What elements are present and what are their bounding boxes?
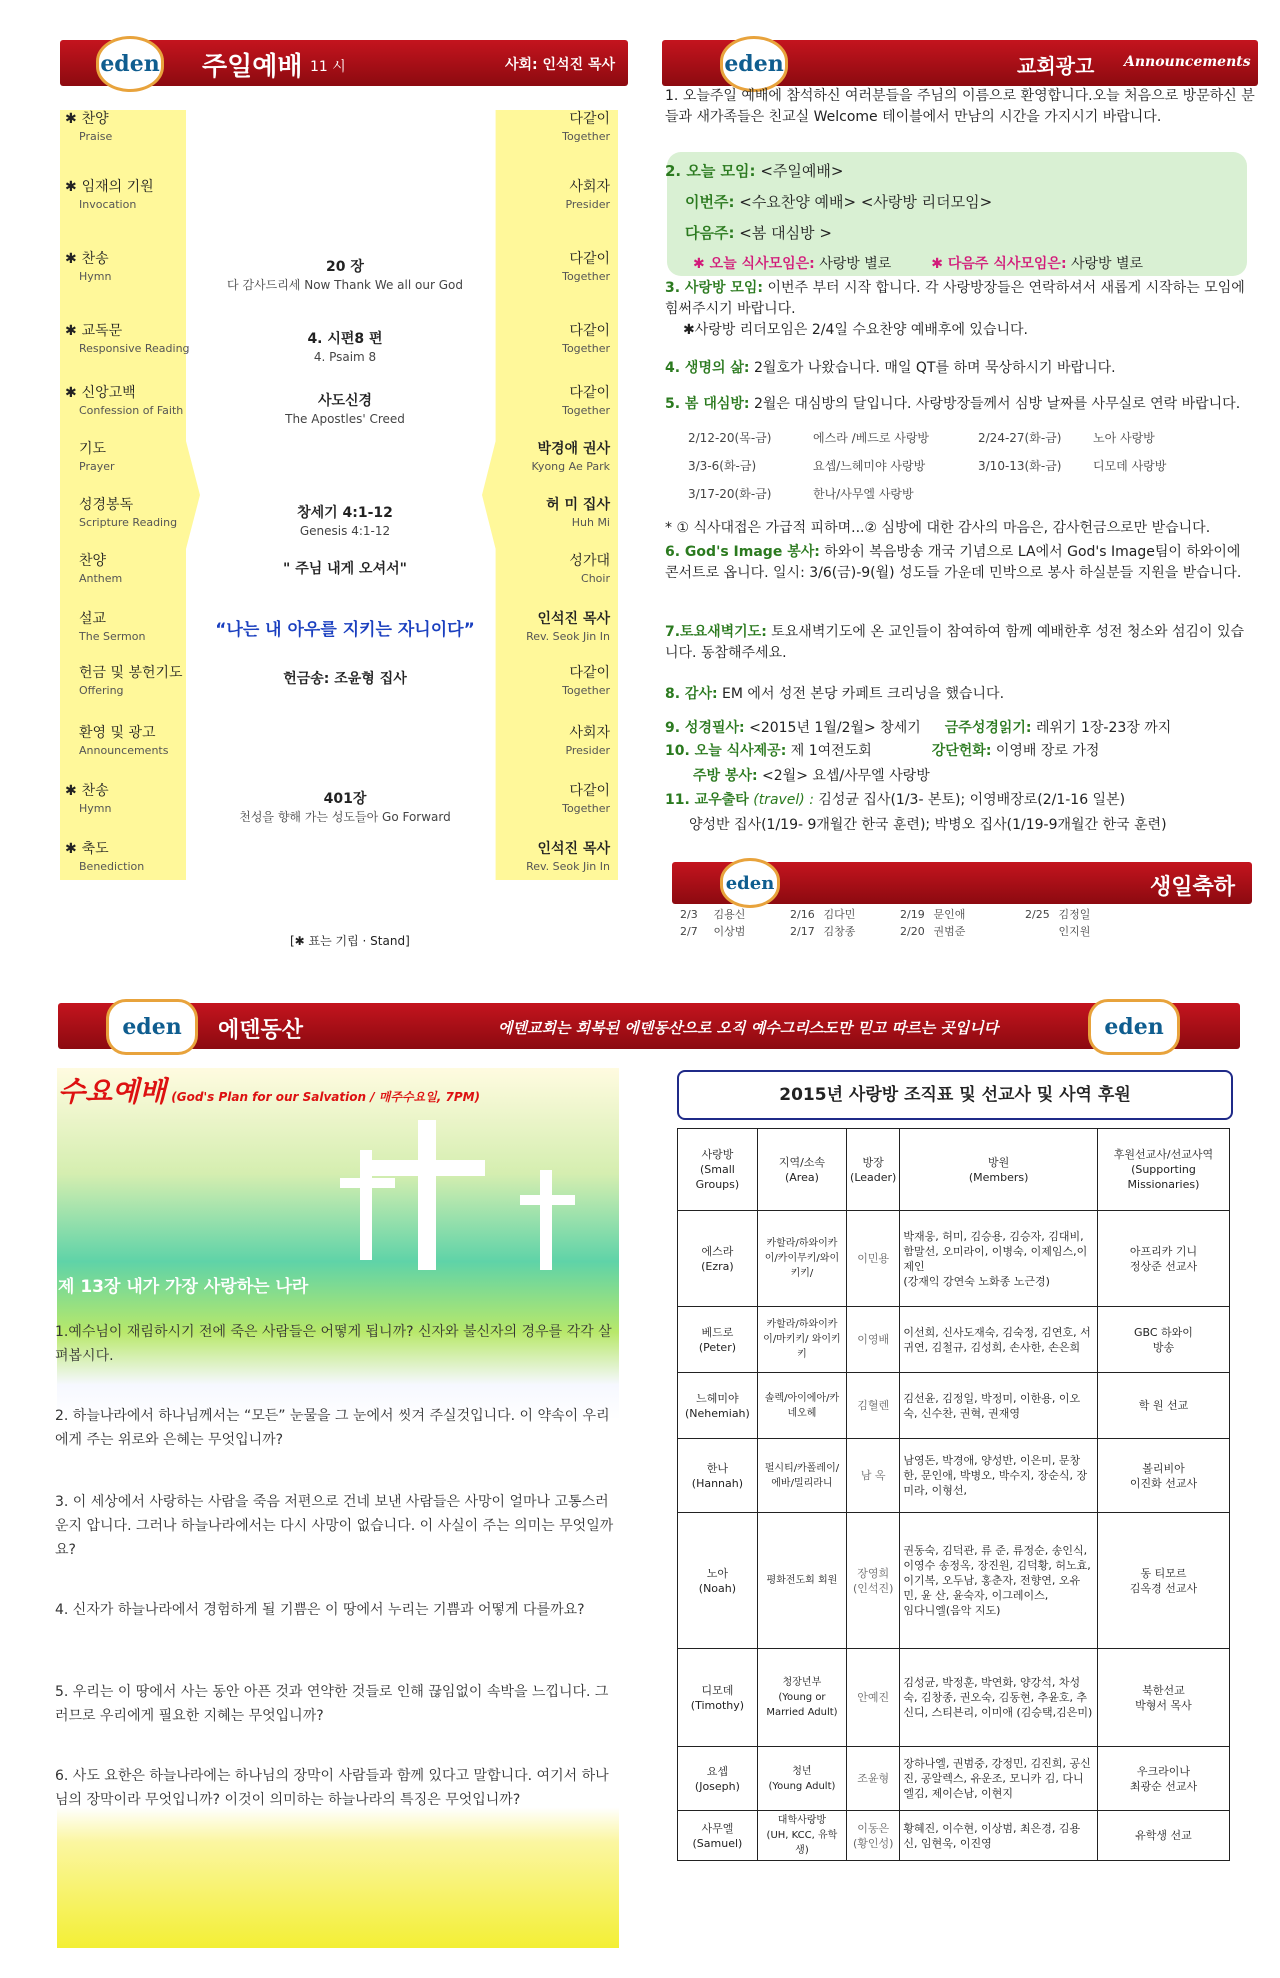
visit-cell: 노아 사랑방 (1093, 431, 1155, 445)
table-row (678, 1307, 1230, 1373)
birthday-entry (680, 906, 745, 923)
birthday-name: 권범준 (933, 925, 966, 938)
table-cell: 황혜진, 이수현, 이상범, 최은경, 김용신, 임현욱, 이진영 (900, 1811, 1098, 1861)
eden-slogan: 에덴교회는 회복된 에덴동산으로 오직 예수그리스도만 믿고 따르는 곳입니다 (498, 1019, 999, 1037)
birthday-title: 생일축하 (1150, 875, 1236, 900)
leader-ko: 인석진 목사 (537, 611, 610, 627)
announcement-5: 5. 봄 대심방: 2월은 대심방의 달입니다. 사랑방장들께서 심방 날짜를 사무실로 연락 바랍니다. (665, 396, 1241, 412)
worship-item-detail (210, 670, 480, 688)
table-cell: 장영희 (인석진) (847, 1513, 900, 1649)
worship-item-leader (500, 440, 610, 476)
announcement-4: 4. 생명의 삶: 2월호가 나왔습니다. 매일 QT를 하며 묵상하시기 바랍니다. (665, 360, 1116, 376)
table-cell: 장하나엘, 권범중, 강정민, 김진희, 공신진, 공알렉스, 유운조, 모니카 김, 다니엘김, 제이슨남, 이현지 (900, 1747, 1098, 1811)
table-cell: 남 옥 (847, 1439, 900, 1513)
worship-item-label: 기도 (79, 441, 107, 457)
birthday-name: 김창종 (823, 925, 856, 938)
table-cell: 베드로 (Peter) (678, 1307, 758, 1373)
worship-item-leader (500, 110, 610, 146)
worship-item-en: Praise (79, 130, 113, 143)
worship-item-9 (65, 664, 205, 700)
leader-en: Presider (565, 744, 610, 757)
announcements-header-bar (662, 40, 1258, 86)
visit-cell (978, 480, 1093, 508)
table-row (678, 1373, 1230, 1439)
worship-item-en: Anthem (79, 572, 123, 585)
worship-item-label: 찬양 (79, 553, 107, 569)
birthday-name: 인지원 (1058, 925, 1091, 938)
wednesday-chapter: 제 13장 내가 가장 사랑하는 나라 (58, 1277, 309, 1297)
table-cell: GBC 하와이 방송 (1097, 1307, 1229, 1373)
table-cell: 조윤형 (847, 1747, 900, 1811)
announcement-2: 2. 오늘 모임: <주일예배> 이번주: <수요찬양 예배> <사랑방 리더모임> 다음주: <봄 대심방 > ✱ 오늘 식사모임은: 사랑방 별로 ✱ 다음주 식사모임은: 사랑방 별로 (665, 162, 1144, 272)
worship-item-detail (210, 504, 480, 540)
table-row (678, 1439, 1230, 1513)
detail-sub: Genesis 4:1-12 (299, 524, 391, 538)
leader-ko: 다같이 (569, 323, 610, 339)
leader-ko: 인석진 목사 (537, 841, 610, 857)
table-cell: 청장년부 (Young or Married Adult) (757, 1649, 846, 1747)
table-row (678, 1513, 1230, 1649)
table-cell: 우크라이나 최광순 선교사 (1097, 1747, 1229, 1811)
org-title: 2015년 사랑방 조직표 및 선교사 및 사역 후원 (677, 1070, 1233, 1120)
visit-cell: 3/3-6(화-금) (688, 459, 757, 473)
worship-item-en: Prayer (79, 460, 115, 473)
worship-item-8 (65, 610, 205, 646)
worship-item-label: 신앙고백 (81, 385, 136, 401)
question-item: 1.예수님이 재림하시기 전에 죽은 사람들은 어떻게 됩니까? 신자와 불신자의 경우를 각각 살펴봅시다. (55, 1324, 612, 1364)
worship-item-en: Offering (79, 684, 124, 697)
detail-main: 4. 시편8 편 (307, 331, 383, 347)
table-cell: 이동은 (황인성) (847, 1811, 900, 1861)
worship-item-label: 성경봉독 (79, 497, 134, 513)
table-cell: 김선윤, 김정일, 박정미, 이한용, 이오숙, 신수찬, 권혁, 권재영 (900, 1373, 1098, 1439)
worship-left-column (60, 110, 200, 880)
table-cell: 카할라/하와이카이/카이무키/와이키키/ (757, 1211, 846, 1307)
detail-main: 401장 (323, 791, 367, 807)
table-cell: 디모데 (Timothy) (678, 1649, 758, 1747)
leader-en: Together (562, 684, 610, 697)
worship-item-4 (65, 384, 205, 420)
leader-en: Rev. Seok Jin In (526, 860, 610, 873)
worship-item-leader (500, 178, 610, 214)
table-cell: 사무엘 (Samuel) (678, 1811, 758, 1861)
worship-item-label: 임재의 기원 (81, 179, 154, 195)
worship-item-2 (65, 250, 205, 286)
worship-item-11 (65, 782, 205, 818)
worship-item-en: Hymn (79, 270, 112, 283)
announcement-6: 6. God's Image 봉사: 하와이 복음방송 개국 기념으로 LA에서 God's Image팀이 하와이에 콘서트로 옵니다. 일시: 3/6(금)-9(월) 성도들 가운데 민박으로 봉사 하실분들 지원을 받습니다. (665, 544, 1242, 581)
detail-main: 사도신경 (317, 393, 373, 409)
birthday-name: 김정일 (1058, 908, 1091, 921)
eden-logo: eden (1088, 999, 1180, 1055)
worship-item-label: 찬송 (81, 251, 109, 267)
table-cell: 박재웅, 허미, 김승용, 김승자, 김대비, 함말선, 오미라이, 이병숙, 이제임스,이제인 (강재익 강연숙 노화종 노근경) (900, 1211, 1098, 1307)
worship-item-detail (210, 790, 480, 826)
worship-item-leader (500, 384, 610, 420)
worship-item-label: 환영 및 광고 (79, 725, 156, 741)
table-cell: 요셉 (Joseph) (678, 1747, 758, 1811)
table-row (678, 1811, 1230, 1861)
visit-row (688, 480, 1248, 508)
leader-ko: 다같이 (569, 251, 610, 267)
worship-item-leader (500, 664, 610, 700)
visit-cell: 3/10-13(화-금) (978, 459, 1062, 473)
table-header-cell: 방원 (Members) (900, 1129, 1098, 1211)
birthday-entry (900, 923, 965, 940)
detail-main: 헌금송: 조윤형 집사 (283, 671, 407, 687)
visit-cell: 디모데 사랑방 (1093, 459, 1167, 473)
star-mark: ✱ (65, 385, 82, 401)
birthday-name: 김용신 (713, 908, 746, 921)
leader-ko: 성가대 (569, 553, 610, 569)
birthday-date: 2/7 (680, 925, 698, 938)
worship-item-5 (65, 440, 205, 476)
worship-item-12 (65, 840, 205, 876)
table-cell: 펄시티/카폴레이/에바/밀리라니 (757, 1439, 846, 1513)
worship-item-label: 찬양 (81, 111, 109, 127)
visit-cell: 2/24-27(화-금) (978, 431, 1062, 445)
wednesday-title: 수요예배 (God's Plan for our Salvation / 매주수요일, 7PM) (58, 1075, 481, 1108)
star-mark: ✱ (65, 111, 82, 127)
table-cell: 동 티모르 김옥경 선교사 (1097, 1513, 1229, 1649)
announcement-5-note: * ① 식사대접은 가급적 피하며...② 심방에 대한 감사의 마음은, 감사헌금으로만 받습니다. (665, 520, 1211, 536)
announcement-9: 9. 성경필사: <2015년 1월/2월> 창세기 금주성경읽기: 레위기 1장-23장 까지 (665, 720, 1172, 736)
birthday-date: 2/16 (790, 908, 815, 921)
question-item: 4. 신자가 하늘나라에서 경험하게 될 기쁨은 이 땅에서 누리는 기쁨과 어떻게 다를까요? (55, 1602, 585, 1618)
birthday-date: 2/3 (680, 908, 698, 921)
table-cell: 느헤미야 (Nehemiah) (678, 1373, 758, 1439)
table-cell: 남영돈, 박경애, 양성반, 이은미, 문창한, 문인애, 박병오, 박수지, 장순식, 장미라, 이형선, (900, 1439, 1098, 1513)
table-cell: 볼리비아 이진화 선교사 (1097, 1439, 1229, 1513)
leader-en: Kyong Ae Park (531, 460, 610, 473)
worship-item-detail (210, 258, 480, 294)
announcement-11: 11. 교우출타 (travel) : 김성균 집사(1/3- 본토); 이영배장로(2/1-16 일본) 양성반 집사(1/19- 9개월간 한국 훈련); 박병오 집사(1/19-9개월간 한국 훈련) (665, 792, 1167, 833)
table-cell: 아프리카 기니 정상준 선교사 (1097, 1211, 1229, 1307)
announcements-title: 교회광고 (1017, 54, 1095, 78)
leader-en: Together (562, 270, 610, 283)
birthday-date: 2/19 (900, 908, 925, 921)
worship-item-leader (500, 496, 610, 532)
sermon-title: “나는 내 아우를 지키는 자니이다” (215, 620, 475, 640)
question-item: 5. 우리는 이 땅에서 사는 동안 아픈 것과 연약한 것들로 인해 끊임없이 속박을 느낍니다. 그러므로 우리에게 필요한 지혜는 무엇입니까? (55, 1684, 609, 1724)
worship-item-3 (65, 322, 205, 358)
detail-main: 창세기 4:1-12 (297, 505, 393, 521)
worship-item-leader (500, 782, 610, 818)
worship-item-en: Responsive Reading (79, 342, 190, 355)
worship-item-leader (500, 610, 610, 646)
worship-time: 11 시 (310, 59, 346, 75)
table-cell: 이선희, 신사도재숙, 김숙정, 김연호, 서귀연, 김철규, 김성희, 손사한, 손은희 (900, 1307, 1098, 1373)
leader-en: Together (562, 130, 610, 143)
eden-logo: eden (106, 999, 198, 1055)
table-header-cell: 방장 (Leader) (847, 1129, 900, 1211)
worship-item-en: Scripture Reading (79, 516, 178, 529)
eden-banner (58, 1003, 1240, 1049)
announcements-title-en: Announcements (1124, 54, 1251, 70)
worship-item-detail (210, 560, 480, 578)
table-cell: 청년 (Young Adult) (757, 1747, 846, 1811)
birthday-header-bar (672, 862, 1252, 904)
question-item: 3. 이 세상에서 사랑하는 사람을 죽음 저편으로 건네 보낸 사람들은 사망이 얼마나 고통스러운지 압니다. 그러나 하늘나라에서는 다시 사망이 없습니다. 이 사실이 주는 의미는 무엇일까요? (55, 1494, 614, 1558)
worship-title: 주일예배 (202, 52, 303, 82)
table-header-row (678, 1129, 1230, 1211)
table-cell: 이민용 (847, 1211, 900, 1307)
leader-ko: 다같이 (569, 783, 610, 799)
table-cell: 한나 (Hannah) (678, 1439, 758, 1513)
leader-en: Together (562, 802, 610, 815)
leader-en: Together (562, 342, 610, 355)
worship-item-en: The Sermon (79, 630, 146, 643)
table-cell: 평화전도회 회원 (757, 1513, 846, 1649)
worship-item-leader (500, 250, 610, 286)
star-mark: ✱ (65, 251, 82, 267)
birthday-entry (1025, 906, 1090, 923)
worship-header-bar (60, 40, 628, 86)
table-row (678, 1747, 1230, 1811)
worship-item-label: 헌금 및 봉헌기도 (79, 665, 183, 681)
leader-en: Choir (581, 572, 610, 585)
leader-en: Together (562, 404, 610, 417)
birthday-entry (900, 906, 965, 923)
worship-leader: 사회: 인석진 목사 (505, 57, 616, 73)
table-cell: 북한선교 박형서 목사 (1097, 1649, 1229, 1747)
worship-item-1 (65, 178, 205, 214)
birthday-name: 김다민 (823, 908, 856, 921)
visit-row (688, 424, 1248, 452)
visit-cell: 에스라 /베드로 사랑방 (813, 431, 930, 445)
birthday-entry (1025, 923, 1090, 940)
table-cell: 권동숙, 김덕관, 류 준, 류정순, 송인식, 이영수 송정옥, 장진원, 김덕황, 허노효, 이기복, 오두남, 홍춘자, 전향연, 오유민, 윤 산, 윤숙자, 이그레이스, 임다니엘(음악 지도) (900, 1513, 1098, 1649)
worship-item-leader (500, 840, 610, 876)
visit-cell: 2/12-20(목-금) (688, 431, 772, 445)
star-mark: ✱ (65, 841, 82, 857)
worship-item-leader (500, 724, 610, 760)
worship-item-en: Announcements (79, 744, 169, 757)
table-cell: 이영배 (847, 1307, 900, 1373)
birthday-entry (790, 906, 855, 923)
visit-schedule (688, 424, 1248, 508)
table-cell: 학 원 선교 (1097, 1373, 1229, 1439)
org-table (677, 1128, 1230, 1861)
birthday-date: 2/17 (790, 925, 815, 938)
table-row (678, 1649, 1230, 1747)
table-header-cell: 지역/소속 (Area) (757, 1129, 846, 1211)
visit-cell (1093, 480, 1243, 508)
birthday-date: 2/25 (1025, 908, 1050, 921)
worship-right-column (482, 110, 618, 880)
announcement-7: 7.토요새벽기도: 토요새벽기도에 온 교인들이 참여하여 함께 예배한후 성전 청소와 섬김이 있습니다. 동참해주세요. (665, 624, 1245, 661)
eden-logo: eden (720, 858, 780, 908)
table-cell: 김혈렌 (847, 1373, 900, 1439)
table-cell: 안예진 (847, 1649, 900, 1747)
leader-ko: 다같이 (569, 111, 610, 127)
leader-en: Presider (565, 198, 610, 211)
star-mark: ✱ (65, 323, 82, 339)
table-cell: 노아 (Noah) (678, 1513, 758, 1649)
table-cell: 김성균, 박정훈, 박연화, 양강석, 차성숙, 김창종, 권오숙, 김동현, 추윤호, 추신디, 스티븐리, 이미애 (김승택,김은미) (900, 1649, 1098, 1747)
detail-sub: 다 감사드리세 Now Thank We all our God (227, 278, 463, 292)
worship-item-10 (65, 724, 205, 760)
table-cell: 대학사랑방 (UH, KCC, 유학생) (757, 1811, 846, 1861)
table-header-cell: 후원선교사/선교사역 (Supporting Missionaries) (1097, 1129, 1229, 1211)
visit-row (688, 452, 1248, 480)
birthday-name: 이상범 (713, 925, 746, 938)
announcement-1: 1. 오늘주일 예배에 참석하신 여러분들을 주님의 이름으로 환영합니다.오늘 처음으로 방문하신 분들과 새가족들은 친교실 Welcome 테이블에서 만남의 시간을 가지시기 바랍니다. (665, 88, 1255, 125)
eden-banner-title: 에덴동산 (218, 1018, 304, 1043)
birthday-entry (680, 923, 745, 940)
star-mark: ✱ (65, 179, 82, 195)
leader-en: Rev. Seok Jin In (526, 630, 610, 643)
birthday-entry (790, 923, 855, 940)
star-mark: ✱ (65, 783, 82, 799)
leader-ko: 사회자 (569, 725, 610, 741)
worship-item-leader (500, 322, 610, 358)
crosses-illustration (340, 1110, 600, 1280)
worship-item-en: Hymn (79, 802, 112, 815)
worship-item-en: Confession of Faith (79, 404, 184, 417)
eden-logo: eden (96, 36, 164, 92)
table-header-cell: 사랑방 (Small Groups) (678, 1129, 758, 1211)
detail-main: " 주님 내게 오셔서" (283, 561, 407, 577)
eden-logo: eden (720, 36, 788, 92)
worship-item-en: Benediction (79, 860, 145, 873)
question-item: 6. 사도 요한은 하늘나라에는 하나님의 장막이 사람들과 함께 있다고 말합니다. 여기서 하나님의 장막이라 무엇입니까? 이것이 의미하는 하늘나라의 특징은 무엇입니까? (55, 1768, 609, 1808)
announcement-10b: 주방 봉사: <2월> 요셉/사무엘 사랑방 (693, 768, 930, 784)
visit-cell: 3/17-20(화-금) (688, 487, 772, 501)
table-cell: 솔렉/아이에아/카네오헤 (757, 1373, 846, 1439)
table-cell: 유학생 선교 (1097, 1811, 1229, 1861)
announcement-3: 3. 사랑방 모임: 이번주 부터 시작 합니다. 각 사랑방장들은 연락하셔서 새롭게 시작하는 모임에 힘써주시기 바랍니다. ✱사랑방 리더모임은 2/4일 수요찬양 예배후에 있습니다. (665, 280, 1245, 338)
announcement-8: 8. 감사: EM 에서 성전 본당 카페트 크리닝을 했습니다. (665, 686, 1005, 702)
leader-ko: 사회자 (569, 179, 610, 195)
worship-item-detail (210, 392, 480, 428)
detail-main: 20 장 (326, 259, 364, 275)
worship-item-label: 설교 (79, 611, 107, 627)
leader-ko: 다같이 (569, 665, 610, 681)
question-item: 2. 하늘나라에서 하나님께서는 “모든” 눈물을 그 눈에서 씻겨 주실것입니다. 이 약속이 우리에게 주는 위로와 은혜는 무엇입니까? (55, 1408, 610, 1448)
table-cell: 카할라/하와이카이/마키키/ 와이키키 (757, 1307, 846, 1373)
visit-cell: 요셉/느헤미야 사랑방 (813, 459, 926, 473)
leader-en: Huh Mi (571, 516, 610, 529)
table-row (678, 1211, 1230, 1307)
detail-sub: 4. Psaim 8 (313, 350, 377, 364)
worship-item-en: Invocation (79, 198, 137, 211)
worship-item-7 (65, 552, 205, 588)
worship-item-label: 찬송 (81, 783, 109, 799)
worship-item-6 (65, 496, 205, 532)
table-cell: 에스라 (Ezra) (678, 1211, 758, 1307)
leader-ko: 박경애 권사 (537, 441, 610, 457)
worship-item-label: 교독문 (81, 323, 123, 339)
birthday-date: 2/20 (900, 925, 925, 938)
leader-ko: 다같이 (569, 385, 610, 401)
worship-item-detail (210, 330, 480, 366)
stand-note: [✱ 표는 기립 · Stand] (290, 934, 410, 948)
detail-sub: 천성을 향해 가는 성도들아 Go Forward (239, 810, 451, 824)
worship-item-0 (65, 110, 205, 146)
worship-item-label: 축도 (81, 841, 109, 857)
visit-cell: 한나/사무엘 사랑방 (813, 487, 914, 501)
leader-ko: 허 미 집사 (546, 497, 610, 513)
birthday-name: 문인애 (933, 908, 966, 921)
detail-sub: The Apostles' Creed (285, 412, 405, 426)
announcement-10: 10. 오늘 식사제공: 제 1여전도회 강단헌화: 이영배 장로 가정 (665, 743, 1100, 759)
worship-item-leader (500, 552, 610, 588)
